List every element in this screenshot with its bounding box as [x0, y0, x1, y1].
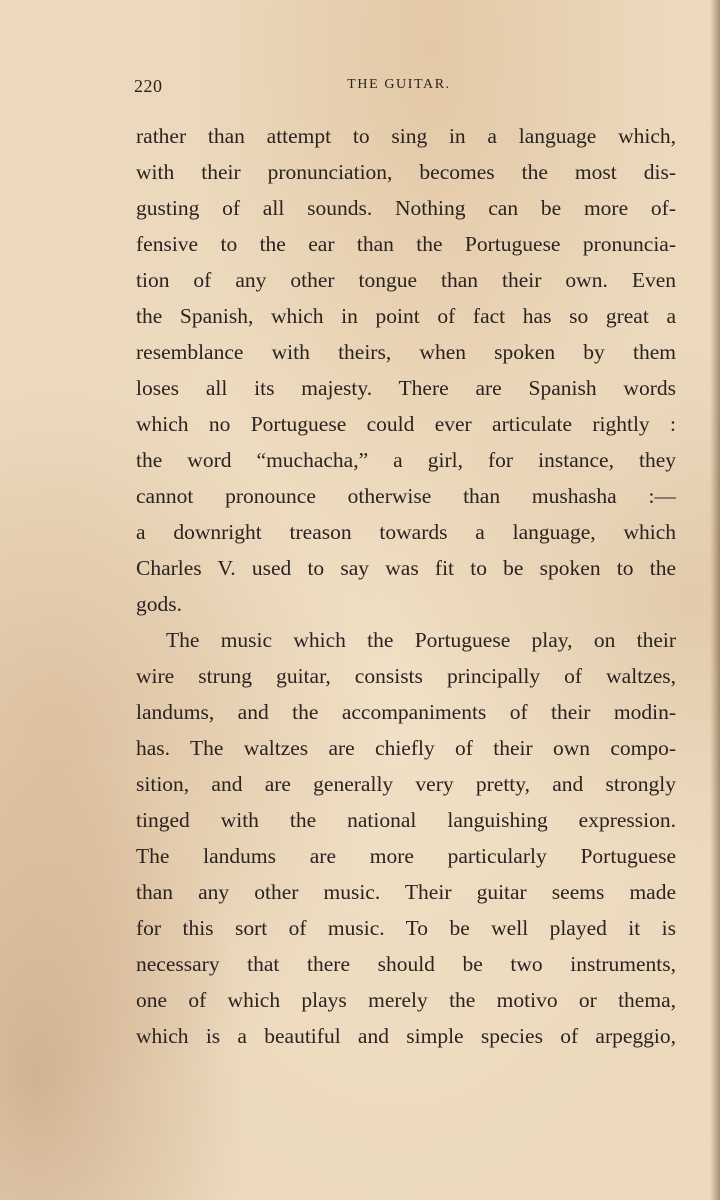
page-edge-shadow	[710, 0, 720, 1200]
text-line: necessary that there should be two instruments,	[136, 952, 676, 976]
text-line: The landums are more particularly Portuguese	[136, 844, 676, 868]
text-line: tinged with the national languishing expression.	[136, 808, 676, 832]
text-line: the Spanish, which in point of fact has so great a	[136, 304, 676, 328]
text-line: the word “muchacha,” a girl, for instance, they	[136, 448, 676, 472]
text-line: landums, and the accompaniments of their modin-	[136, 700, 676, 724]
text-line: which no Portuguese could ever articulate rightly :	[136, 412, 676, 436]
text-line: cannot pronounce otherwise than mushasha :—	[136, 484, 676, 508]
text-line: a downright treason towards a language, which	[136, 520, 676, 544]
text-line: tion of any other tongue than their own. Even	[136, 268, 676, 292]
text-line: which is a beautiful and simple species of arpeggio,	[136, 1024, 676, 1048]
text-line: than any other music. Their guitar seems made	[136, 880, 676, 904]
paragraph-1	[136, 118, 676, 622]
text-line: with their pronunciation, becomes the most dis-	[136, 160, 676, 184]
text-line: resemblance with theirs, when spoken by them	[136, 340, 676, 364]
text-line: gusting of all sounds. Nothing can be more of-	[136, 196, 676, 220]
page-header	[134, 76, 674, 102]
text-line: one of which plays merely the motivo or thema,	[136, 988, 676, 1012]
text-line: rather than attempt to sing in a language which,	[136, 124, 676, 148]
text-line: sition, and are generally very pretty, and strongly	[136, 772, 676, 796]
running-title: THE GUITAR.	[347, 77, 451, 92]
paragraph-2	[136, 622, 676, 1054]
text-line: The music which the Portuguese play, on their	[166, 628, 676, 652]
body-text	[136, 118, 676, 1054]
page-number: 220	[134, 76, 163, 96]
text-line: wire strung guitar, consists principally of waltzes,	[136, 664, 676, 688]
text-line: fensive to the ear than the Portuguese pronuncia-	[136, 232, 676, 256]
text-line: loses all its majesty. There are Spanish words	[136, 376, 676, 400]
text-line: Charles V. used to say was fit to be spoken to the	[136, 556, 676, 580]
text-line: has. The waltzes are chiefly of their own compo-	[136, 736, 676, 760]
text-line: for this sort of music. To be well played it is	[136, 916, 676, 940]
text-line: gods.	[136, 592, 182, 616]
